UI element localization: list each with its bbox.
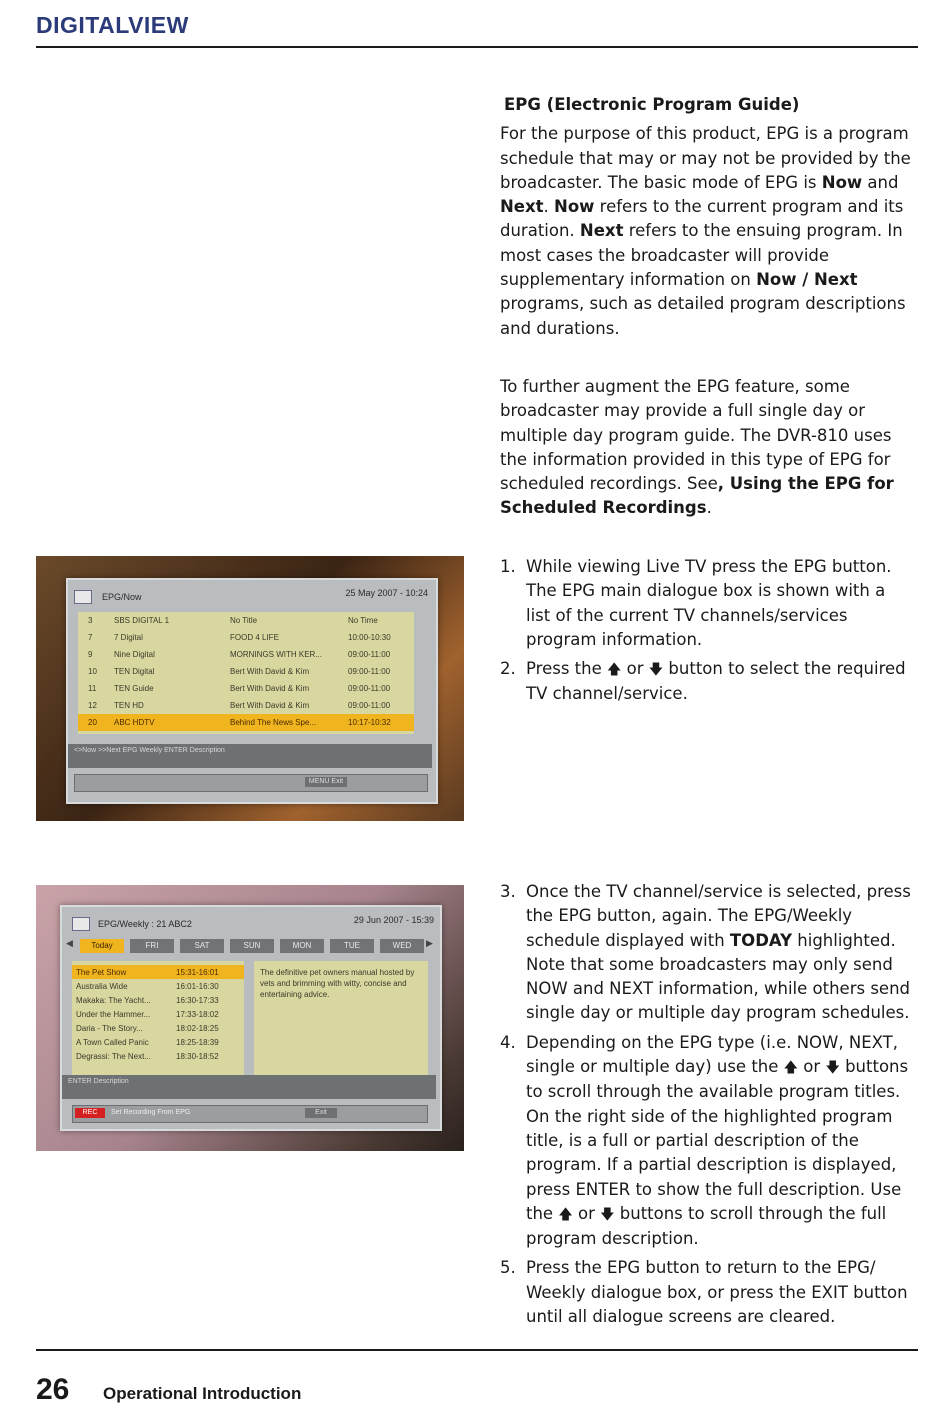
key-hint-bar: <>Now >>Next EPG Weekly ENTER Description	[68, 744, 432, 768]
up-arrow-icon: 🡅	[607, 662, 622, 679]
program-list	[72, 961, 244, 1077]
cross-reference-link: , Using the EPG for Scheduled Recordings	[500, 474, 894, 518]
step-3: 3. Once the TV channel/service is selected, press the EPG button, again. The EPG/Weekly schedule displayed with TODAY highlighted. Note that some broadcasters may only send NOW and NEXT information, while others send single day or multiple day program schedules.	[500, 882, 911, 1023]
tab-wed[interactable]: WED	[380, 939, 424, 953]
menu-bar	[74, 774, 428, 792]
up-arrow-icon: 🡅	[783, 1060, 799, 1077]
footer-rule	[36, 1349, 918, 1351]
steps-group-1	[500, 555, 912, 712]
epg-weekly-dialog	[60, 905, 442, 1131]
tab-mon[interactable]: MON	[280, 939, 324, 953]
channel-row-selected[interactable]: 20 ABC HDTV Behind The News Spe... 10:17-10:32	[78, 714, 414, 731]
key-hint-bar: ENTER Description	[62, 1075, 436, 1099]
brand-logo: DIGITALVIEW	[36, 12, 189, 38]
day-tabs	[80, 939, 424, 953]
tab-sat[interactable]: SAT	[180, 939, 224, 953]
program-row-selected[interactable]: The Pet Show 15:31-16:01	[72, 965, 244, 979]
channel-row[interactable]: 3 SBS DIGITAL 1 No Title No Time	[88, 616, 378, 625]
intro-paragraph-2: To further augment the EPG feature, some broadcaster may provide a full single day or multiple day program guide. The DVR-810 uses the information provided in this type of EPG for scheduled recordings. See, Using the EPG for Scheduled Recordings.	[500, 376, 894, 518]
tab-right-icon[interactable]: ▶	[426, 939, 433, 949]
down-arrow-icon: 🡇	[600, 1206, 615, 1223]
tab-tue[interactable]: TUE	[330, 939, 374, 953]
epg-weekly-screenshot	[36, 885, 464, 1151]
program-description: The definitive pet owners manual hosted by vets and brimming with witty, concise and entertaining advice.	[254, 961, 428, 1077]
tab-left-icon[interactable]: ◀	[66, 939, 73, 949]
step-1: 1. While viewing Live TV press the EPG button. The EPG main dialogue box is shown with a list of the current TV channels/services program information.	[500, 557, 892, 649]
page-number: 26	[36, 1373, 70, 1406]
menu-button[interactable]: MENU Exit	[305, 777, 347, 787]
down-arrow-icon: 🡇	[648, 662, 664, 679]
program-row[interactable]: Degrassi: The Next... 18:30-18:52	[76, 1052, 219, 1061]
program-row[interactable]: Makaka: The Yacht... 16:30-17:33	[76, 996, 219, 1005]
channel-row[interactable]: 12 TEN HD Bert With David & Kim 09:00-11:00	[88, 701, 391, 710]
rec-label: Set Recording From EPG	[111, 1109, 191, 1116]
tv-icon	[72, 917, 90, 931]
footer-section-title: Operational Introduction	[103, 1384, 302, 1403]
section-heading: EPG (Electronic Program Guide)	[504, 95, 800, 114]
channel-row[interactable]: 10 TEN Digital Bert With David & Kim 09:00-11:00	[88, 667, 391, 676]
intro-section	[500, 93, 912, 521]
channel-row[interactable]: 11 TEN Guide Bert With David & Kim 09:00-11:00	[88, 684, 391, 693]
step-5: 5. Press the EPG button to return to the EPG/ Weekly dialogue box, or press the EXIT button until all dialogue screens are cleared.	[500, 1258, 908, 1327]
channel-row[interactable]: 7 7 Digital FOOD 4 LIFE 10:00-10:30	[88, 633, 391, 642]
channel-list	[78, 612, 414, 734]
header-rule	[36, 46, 918, 48]
exit-button[interactable]: Exit	[305, 1108, 337, 1118]
channel-row[interactable]: 9 Nine Digital MORNINGS WITH KER... 09:00-11:00	[88, 650, 391, 659]
tab-fri[interactable]: FRI	[130, 939, 174, 953]
program-row[interactable]: A Town Called Panic 18:25-18:39	[76, 1038, 219, 1047]
steps-group-2	[500, 880, 912, 1334]
dialog-title: EPG/Weekly : 21 ABC2	[98, 919, 192, 929]
tab-sun[interactable]: SUN	[230, 939, 274, 953]
rec-button[interactable]: REC	[75, 1108, 105, 1118]
tv-icon	[74, 590, 92, 604]
dialog-datetime: 25 May 2007 - 10:24	[345, 588, 428, 598]
down-arrow-icon: 🡇	[825, 1060, 840, 1077]
program-row[interactable]: Australia Wide 16:01-16:30	[76, 982, 219, 991]
tab-today[interactable]: Today	[80, 939, 124, 953]
step-2: 2. Press the 🡅 or 🡇 button to select the required TV channel/service.	[500, 659, 906, 704]
epg-now-screenshot	[36, 556, 464, 821]
intro-paragraph-1: For the purpose of this product, EPG is a program schedule that may or may not be provided by the broadcaster. The basic mode of EPG is Now and Next. Now refers to the current program and its duration. Next refers to the ensuing program. In most cases the broadcaster will provide supplementary information on Now / Next programs, such as detailed program descriptions and durations.	[500, 124, 911, 338]
dialog-title: EPG/Now	[102, 592, 142, 602]
recording-bar	[72, 1105, 428, 1123]
step-4: 4. Depending on the EPG type (i.e. NOW, NEXT, single or multiple day) use the 🡅 or 🡇 buttons to scroll through the available program titles. On the right side of the highlighted program title, is a full or partial description of the program. If a partial description is displayed, press ENTER to show the full description. Use the 🡅 or 🡇 buttons to scroll through the full program description.	[500, 1032, 909, 1249]
program-row[interactable]: Under the Hammer... 17:33-18:02	[76, 1010, 219, 1019]
dialog-datetime: 29 Jun 2007 - 15:39	[353, 915, 434, 925]
up-arrow-icon: 🡅	[558, 1206, 573, 1223]
epg-now-dialog	[66, 578, 438, 804]
program-row[interactable]: Daria - The Story... 18:02-18:25	[76, 1024, 219, 1033]
